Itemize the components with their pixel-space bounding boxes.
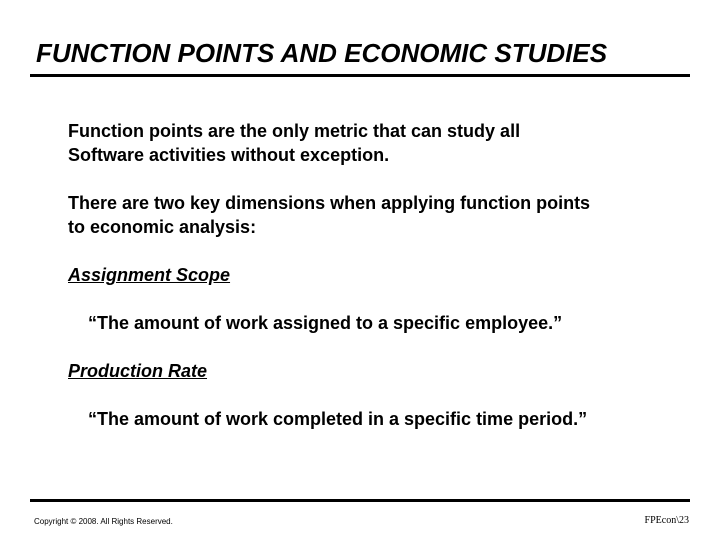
assignment-scope-quote: “The amount of work assigned to a specific employee.” xyxy=(88,313,563,333)
production-rate-heading: Production Rate xyxy=(68,361,208,381)
slide-title: FUNCTION POINTS AND ECONOMIC STUDIES xyxy=(36,38,608,68)
intro-line-2: Software activities without exception. xyxy=(68,145,390,165)
assignment-scope-heading: Assignment Scope xyxy=(68,265,231,285)
footer-divider xyxy=(30,499,690,502)
slide-identifier: FPEcon\23 xyxy=(644,515,689,526)
intro-line-1: Function points are the only metric that can study all xyxy=(68,121,521,141)
dimensions-line-2: to economic analysis: xyxy=(68,217,257,237)
intro-paragraph xyxy=(68,119,520,167)
dimensions-line-1: There are two key dimensions when applying function points xyxy=(68,193,591,213)
title-divider xyxy=(30,74,690,77)
dimensions-paragraph xyxy=(68,191,590,239)
copyright-notice: Copyright © 2008. All Rights Reserved. xyxy=(34,517,173,526)
production-rate-quote: “The amount of work completed in a specific time period.” xyxy=(88,409,588,429)
